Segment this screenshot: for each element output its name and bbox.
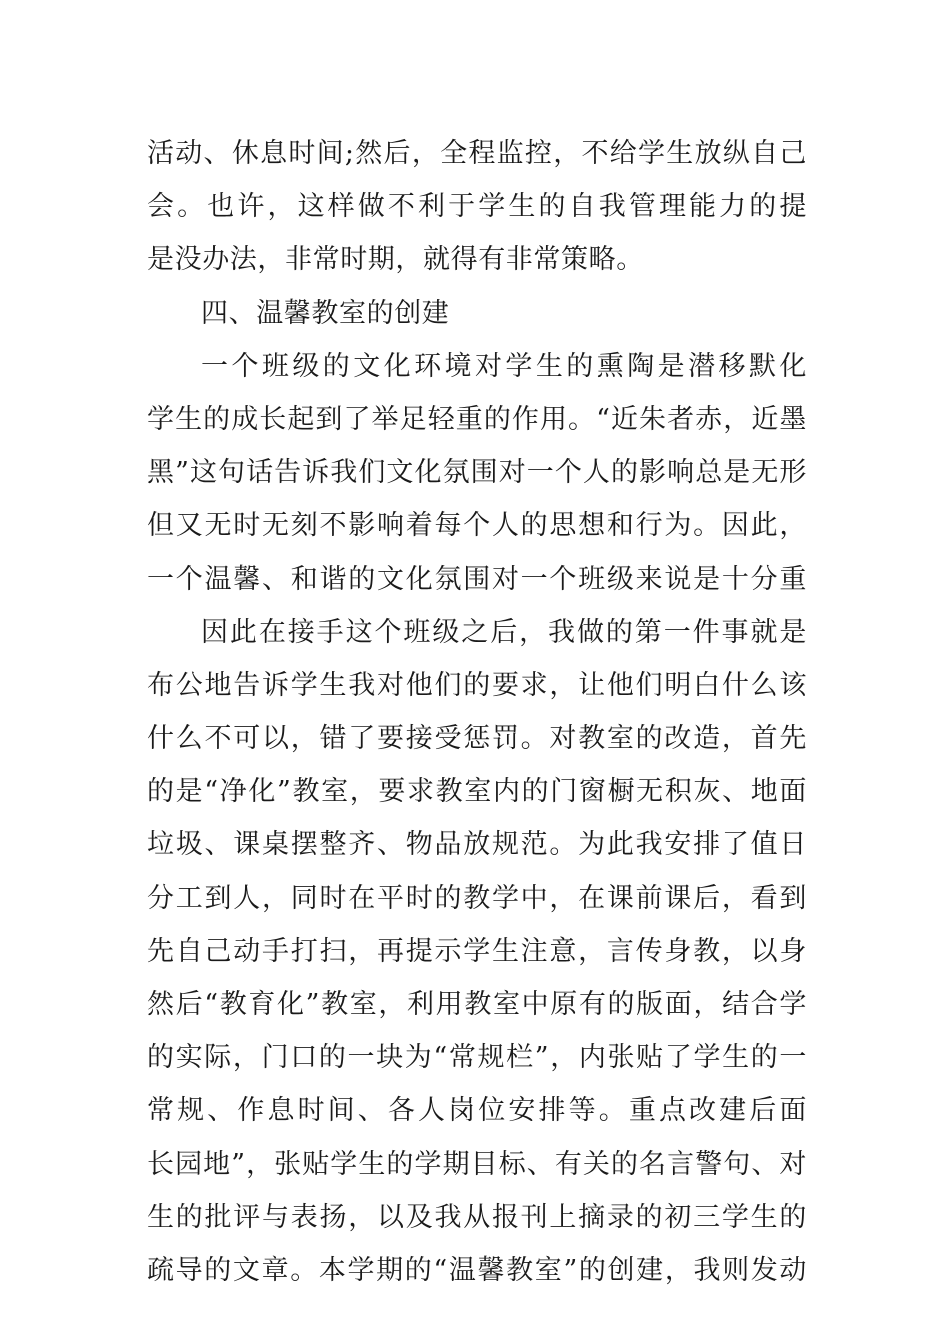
document-body xyxy=(147,127,807,1297)
text-line: 常规、作息时间、各人岗位安排等。重点改建后面 xyxy=(147,1095,807,1127)
text-line: 一个温馨、和谐的文化氛围对一个班级来说是十分重 xyxy=(147,563,807,595)
text-line: 分工到人，同时在平时的教学中，在课前课后，看到 xyxy=(147,882,807,914)
text-line: 先自己动手打扫，再提示学生注意，言传身教，以身 xyxy=(147,935,807,967)
text-line: 但又无时无刻不影响着每个人的思想和行为。因此， xyxy=(147,510,807,542)
text-line: 垃圾、课桌摆整齐、物品放规范。为此我安排了值日 xyxy=(147,829,807,861)
text-line: 的是“净化”教室，要求教室内的门窗橱无积灰、地面 xyxy=(147,776,807,808)
text-line: 的实际，门口的一块为“常规栏”，内张贴了学生的一 xyxy=(147,1042,807,1074)
text-line: 布公地告诉学生我对他们的要求，让他们明白什么该 xyxy=(147,669,807,701)
text-line: 活动、休息时间;然后，全程监控，不给学生放纵自己 xyxy=(147,138,807,169)
text-line: 什么不可以，错了要接受惩罚。对教室的改造，首先 xyxy=(147,723,807,755)
text-line: 黑”这句话告诉我们文化氛围对一个人的影响总是无形 xyxy=(147,457,807,489)
text-line: 生的批评与表扬，以及我从报刊上摘录的初三学生的 xyxy=(147,1201,807,1233)
text-line: 然后“教育化”教室，利用教室中原有的版面，结合学 xyxy=(147,989,807,1020)
text-line: 四、温馨教室的创建 xyxy=(201,297,450,329)
text-line: 会。也许，这样做不利于学生的自我管理能力的提 xyxy=(147,191,807,223)
text-line: 学生的成长起到了举足轻重的作用。“近朱者赤，近墨 xyxy=(147,403,807,435)
text-line: 是没办法，非常时期，就得有非常策略。 xyxy=(147,244,644,276)
text-line: 长园地”，张贴学生的学期目标、有关的名言警句、对 xyxy=(147,1148,807,1180)
text-line: 因此在接手这个班级之后，我做的第一件事就是 xyxy=(201,616,807,648)
text-line: 一个班级的文化环境对学生的熏陶是潜移默化 xyxy=(201,350,807,382)
text-line: 疏导的文章。本学期的“温馨教室”的创建，我则发动 xyxy=(147,1254,807,1286)
